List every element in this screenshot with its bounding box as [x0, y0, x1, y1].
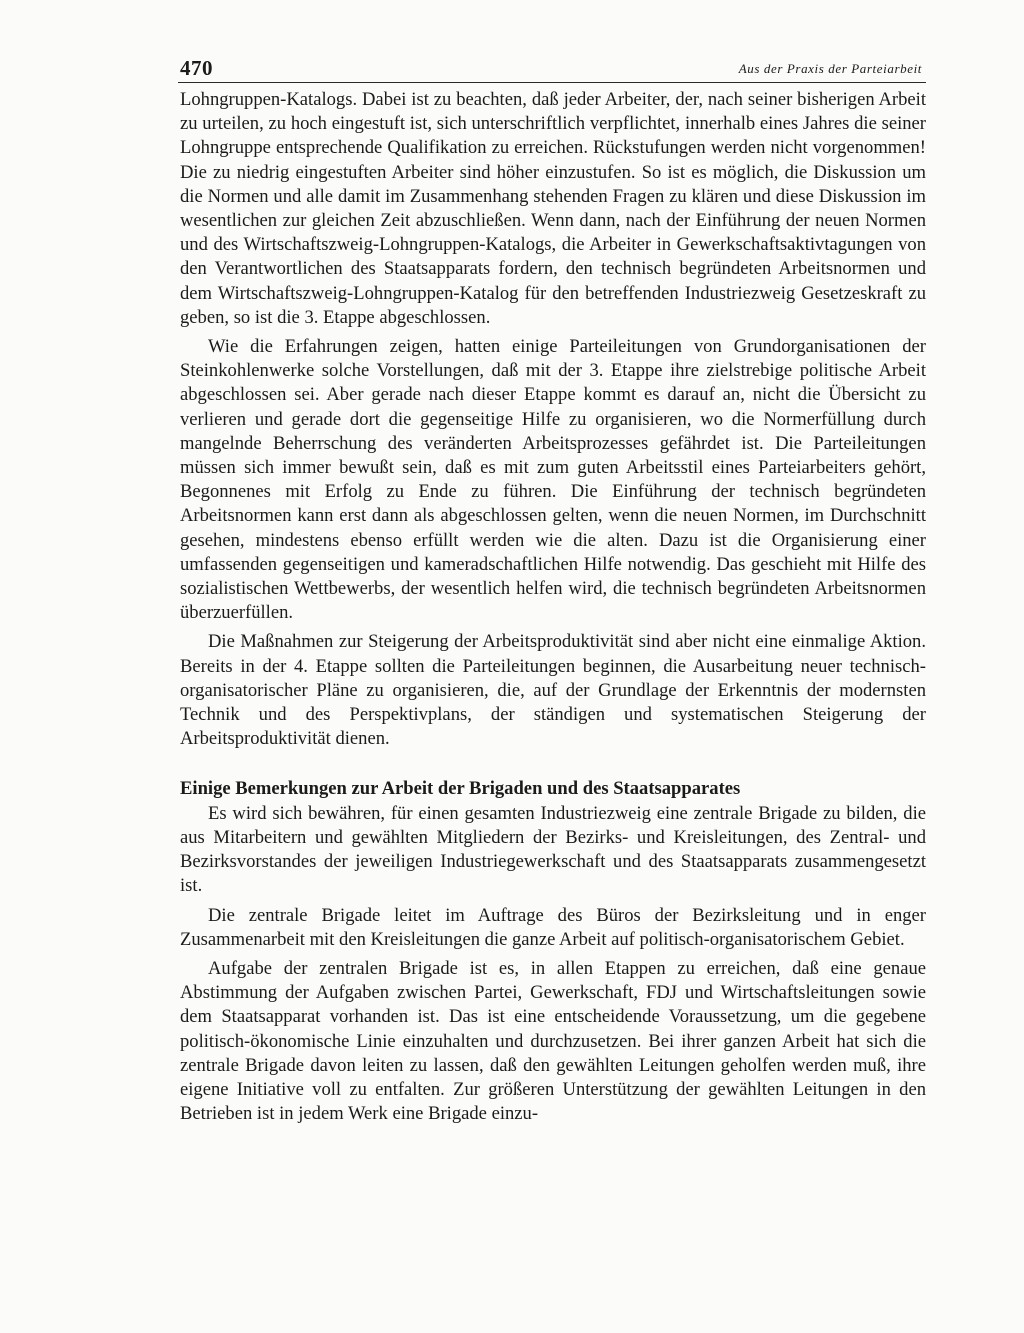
page-number: 470	[180, 56, 213, 80]
running-head: Aus der Praxis der Parteiarbeit	[738, 61, 922, 76]
body-text	[180, 88, 926, 1126]
paragraph: Aufgabe der zentralen Brigade ist es, in allen Etappen zu erreichen, daß eine genaue Abstimmung der Aufgaben zwischen Partei, Gewerkschaft, FDJ und Wirtschaftsleitungen sowie dem Staatsapparat vorhanden ist. Das ist eine entscheidende Voraussetzung, um die gegebene politisch-ökonomische Linie einzuhalten und durchzusetzen. Bei ihrer ganzen Arbeit hat sich die zentrale Brigade davon leiten zu lassen, daß den gewählten Leitungen geholfen werden muß, ihre eigene Initiative voll zu entfalten. Zur größeren Unterstützung der gewählten Leitungen in den Betrieben ist in jedem Werk eine Brigade einzu-	[180, 957, 926, 1125]
paragraph: Die zentrale Brigade leitet im Auftrage des Büros der Bezirksleitung und in enger Zusammenarbeit mit den Kreisleitungen die ganze Arbeit auf politisch-organisatorischem Gebiet.	[180, 904, 926, 950]
paragraph: Die Maßnahmen zur Steigerung der Arbeitsproduktivität sind aber nicht eine einmalige Aktion. Bereits in der 4. Etappe sollten die Parteileitungen beginnen, die Ausarbeitung neuer technisch-organisatorischer Pläne zu organisieren, die, auf der Grundlage der Erkenntnis der modernsten Technik und des Perspektivplans, der ständigen und systematischen Steigerung der Arbeitsproduktivität dienen.	[180, 631, 926, 750]
page-header	[178, 52, 926, 83]
section-heading: Einige Bemerkungen zur Arbeit der Brigaden und des Staatsapparates	[180, 778, 741, 800]
paragraph: Es wird sich bewähren, für einen gesamten Industriezweig eine zentrale Brigade zu bilden, die aus Mitarbeitern und gewählten Mitgliedern der Bezirks- und Kreisleitungen, des Zentral- und Bezirksvorstandes der jeweiligen Industriegewerkschaft und des Staatsapparats zusammengesetzt ist.	[180, 802, 926, 897]
paragraph: Wie die Erfahrungen zeigen, hatten einige Parteileitungen von Grundorganisationen der Steinkohlenwerke solche Vorstellungen, daß mit der 3. Etappe ihre zielstrebige politische Arbeit abgeschlossen sei. Aber gerade nach dieser Etappe kommt es darauf an, nicht die Übersicht zu verlieren und gerade dort die gegenseitige Hilfe zu organisieren, wo die Normerfüllung durch mangelnde Beherrschung des veränderten Arbeitsprozesses gefährdet ist. Die Parteileitungen müssen sich immer bewußt sein, daß es mit zum guten Arbeitsstil eines Parteiarbeiters gehört, Begonnenes mit Erfolg zu Ende zu führen. Die Einführung der technisch begründeten Arbeitsnormen kann erst dann als abgeschlossen gelten, wenn die neuen Normen, im Durchschnitt gesehen, mindestens ebenso erfüllt werden wie die alten. Dazu ist die Organisierung einer umfassenden gegenseitigen und kameradschaftlichen Hilfe notwendig. Das geschieht mit Hilfe des sozialistischen Wettbewerbs, der wesentlich helfen wird, die technisch begründeten Arbeitsnormen überzuerfüllen.	[180, 336, 926, 624]
paragraph: Lohngruppen-Katalogs. Dabei ist zu beachten, daß jeder Arbeiter, der, nach seiner bisherigen Arbeit zu urteilen, zu hoch eingestuft ist, sich unterschriftlich verpflichtet, innerhalb eines Jahres die seiner Lohngruppe entsprechende Qualifikation zu erreichen. Rückstufungen werden nicht vorgenommen! Die zu niedrig eingestuften Arbeiter sind höher einzustufen. So ist es möglich, die Diskussion um die Normen und alle damit im Zusammenhang stehenden Fragen zu klären und diese Diskussion im wesentlichen zur gleichen Zeit abzuschließen. Wenn dann, nach der Einführung der neuen Normen und des Wirtschaftszweig-Lohngruppen-Katalogs, die Arbeiter in Gewerkschaftsaktivtagungen von den Verantwortlichen des Staatsapparats fordern, den technisch begründeten Arbeitsnormen und dem Wirtschaftszweig-Lohngruppen-Katalog für den betreffenden Industriezweig Gesetzeskraft zu geben, so ist die 3. Etappe abgeschlossen.	[180, 89, 926, 328]
